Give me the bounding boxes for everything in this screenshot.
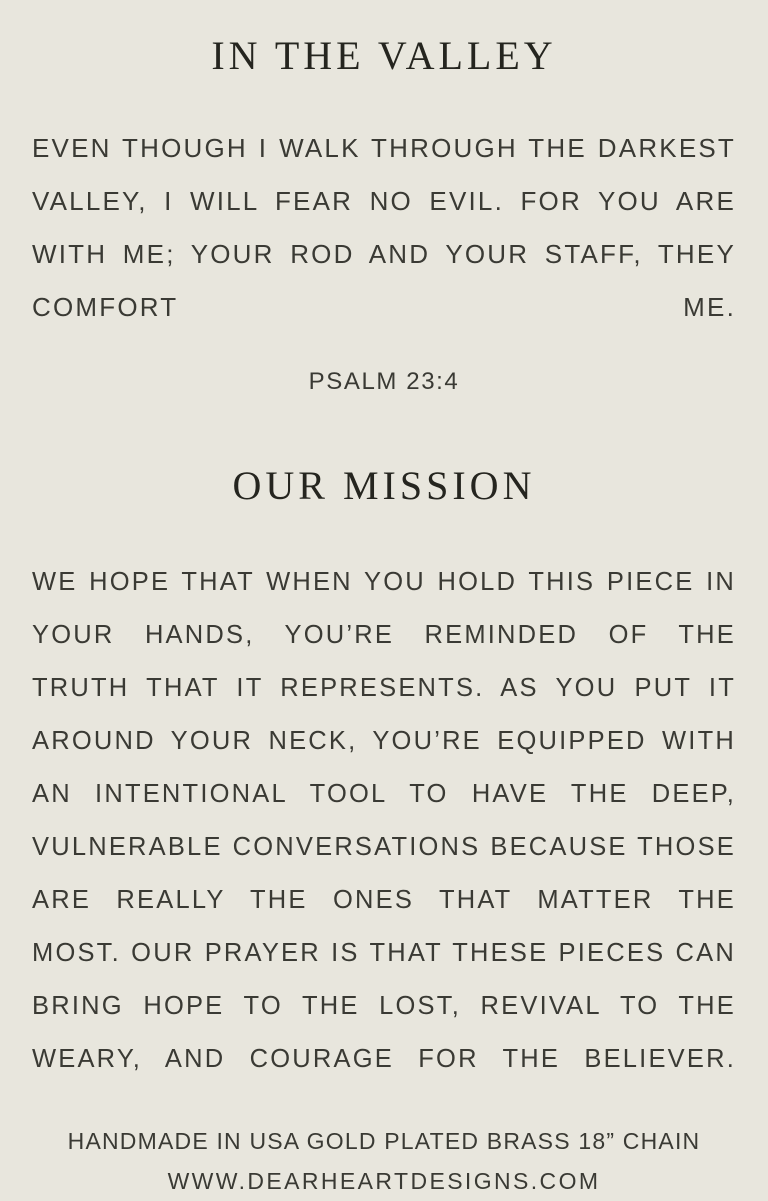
website-url: WWW.DEARHEARTDESIGNS.COM [167,1168,601,1194]
mission-text: WE HOPE THAT WHEN YOU HOLD THIS PIECE IN YOUR HANDS, YOU’RE REMINDED OF THE TRUTH THAT IT REPRESENTS. AS YOU PUT IT AROUND YOUR NECK, YOU’RE EQUIPPED WITH AN INTENTIONAL TOOL TO HAVE THE DEEP, VULNERABLE CONVERSATIONS BECAUSE THOSE ARE REALLY THE ONES THAT MATTER THE MOST. OUR PRAYER IS THAT THESE PIECES CAN BRING HOPE TO THE LOST, REVIVAL TO THE WEARY, AND COURAGE FOR THE BELIEVER. [32,567,736,1073]
product-details: HANDMADE IN USA GOLD PLATED BRASS 18” CHAIN [67,1128,701,1154]
footer [32,1111,736,1201]
mission-heading: OUR MISSION [232,463,536,508]
verse-heading: IN THE VALLEY [211,33,557,78]
verse-text: EVEN THOUGH I WALK THROUGH THE DARKEST VALLEY, I WILL FEAR NO EVIL. FOR YOU ARE WITH ME; YOUR ROD AND YOUR STAFF, THEY COMFORT ME. [32,133,736,322]
verse-reference: PSALM 23:4 [308,368,460,395]
